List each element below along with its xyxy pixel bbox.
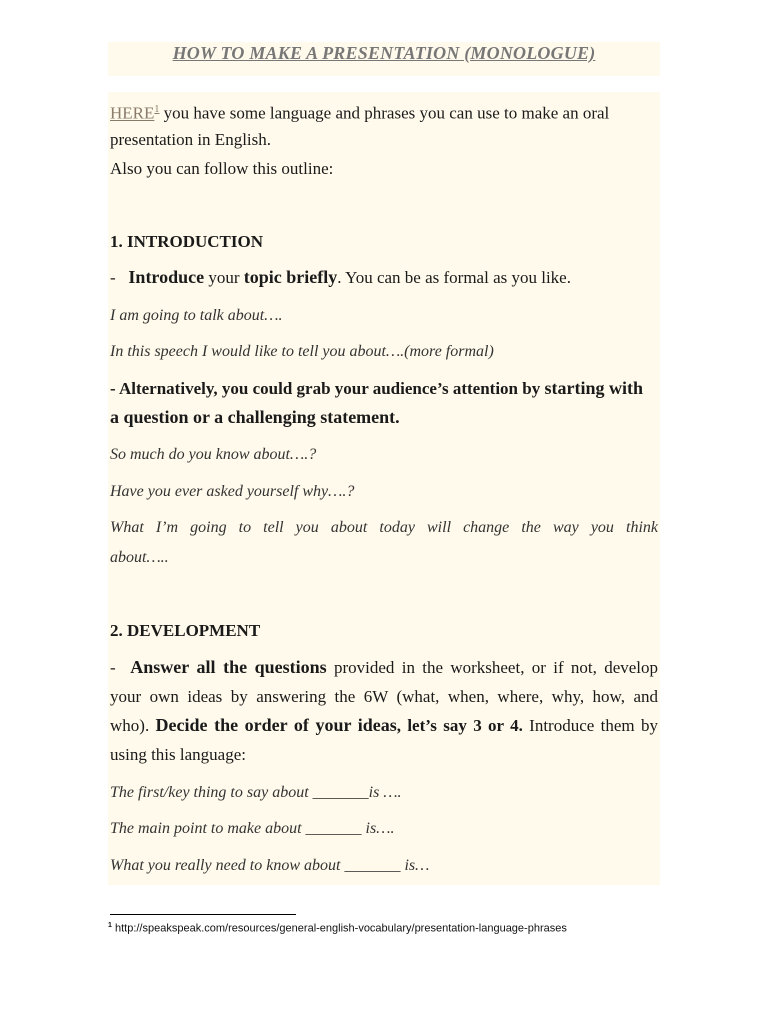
text: . You can be as formal as you like. [337, 268, 571, 287]
text: provided in the worksheet, or if not, develop [326, 658, 659, 677]
development-line-4: using this language: [110, 745, 246, 764]
alternatively-line-2: a question or a challenging statement. [110, 407, 400, 427]
here-link[interactable]: HERE [110, 103, 155, 123]
phrase-example: What you really need to know about _______ is… [110, 857, 430, 874]
footnote [108, 922, 567, 935]
intro-line-2: presentation in English. [110, 130, 272, 149]
bold-text: Decide the order of your ideas [155, 715, 397, 735]
text: , let’s say 3 or 4. [396, 716, 523, 735]
dash: - [110, 268, 116, 287]
section-1-heading: 1. INTRODUCTION [110, 232, 264, 251]
text: Introduce them by [522, 716, 658, 735]
development-line-2: your own ideas by answering the 6W (what, when, where, why, how, and [110, 687, 658, 706]
footnote-ref[interactable]: 1 [154, 104, 160, 115]
text: your [204, 268, 244, 287]
phrase-example: Have you ever asked yourself why….? [110, 483, 355, 500]
intro-line-3: Also you can follow this outline: [110, 159, 334, 178]
dash: - [110, 658, 116, 677]
footnote-number: 1 [108, 922, 112, 929]
phrase-example: The first/key thing to say about _______is …. [110, 784, 402, 801]
development-line-1 [110, 653, 658, 682]
phrase-example: In this speech I would like to tell you about….(more formal) [110, 343, 494, 360]
intro-line-1 [110, 95, 658, 128]
phrase-example: about….. [110, 549, 169, 566]
bold-text: starting with [544, 378, 643, 398]
text: who). [110, 716, 156, 735]
phrase-example: I am going to talk about…. [110, 307, 283, 324]
bold-text: Introduce [128, 267, 205, 287]
phrase-example: So much do you know about….? [110, 446, 317, 463]
bold-text: Answer all the questions [130, 657, 327, 677]
phrase-example: The main point to make about _______ is…. [110, 820, 395, 837]
development-line-3 [110, 711, 658, 740]
section-1-bullet [110, 263, 658, 292]
page-title: HOW TO MAKE A PRESENTATION (MONOLOGUE) [172, 43, 596, 63]
footnote-separator [110, 914, 296, 915]
bold-text: topic briefly [243, 267, 338, 287]
footnote-url[interactable]: http://speakspeak.com/resources/general-english-vocabulary/presentation-language-phrases [114, 922, 567, 935]
intro-text: you have some language and phrases you can use to make an oral [159, 103, 610, 123]
phrase-example: What I’m going to tell you about today will change the way you think [110, 519, 658, 536]
section-2-heading: 2. DEVELOPMENT [110, 621, 261, 640]
text: - Alternatively, you could grab your audience’s attention by [110, 379, 545, 398]
alternatively-line-1 [110, 374, 658, 403]
